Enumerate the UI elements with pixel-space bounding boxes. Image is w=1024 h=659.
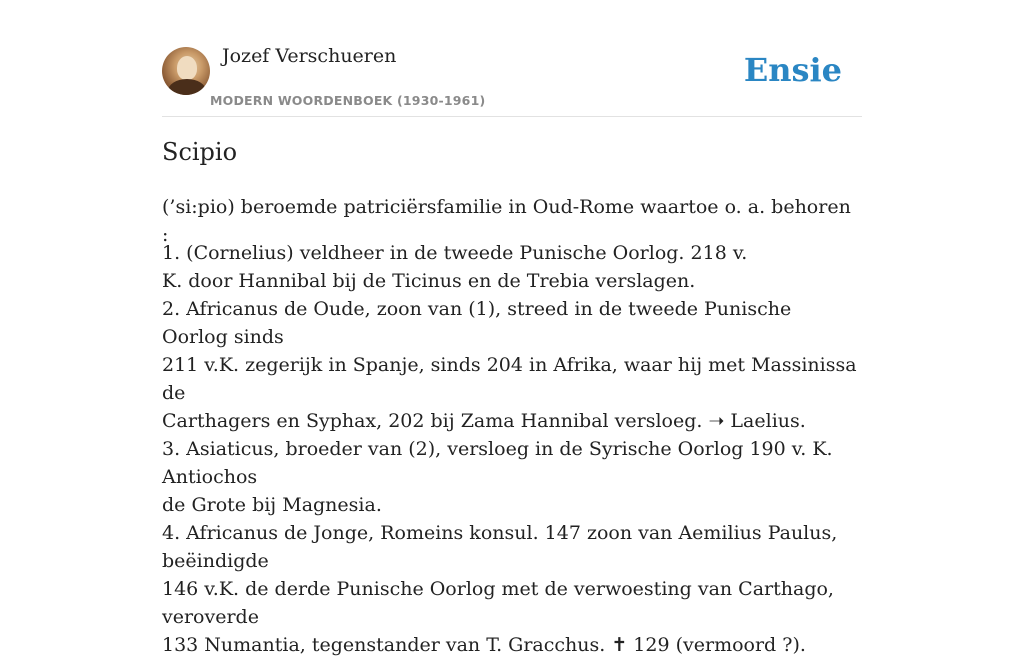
entry-line: 3. Asiaticus, broeder van (2), versloeg in de Syrische Oorlog 190 v. K. Antiochos — [162, 438, 833, 488]
entry-line: Carthagers en Syphax, 202 bij Zama Hannibal versloeg. ➝ Laelius. — [162, 410, 806, 432]
entry-line: 1. (Cornelius) veldheer in de tweede Punische Oorlog. 218 v. — [162, 242, 748, 264]
author-name[interactable]: Jozef Verschueren — [222, 45, 397, 67]
entry-line: 2. Africanus de Oude, zoon van (1), streed in de tweede Punische Oorlog sinds — [162, 298, 792, 348]
brand-logo[interactable]: Ensie — [743, 51, 842, 89]
entry-line: 146 v.K. de derde Punische Oorlog met de verwoesting van Carthago, veroverde — [162, 578, 834, 628]
entry-body — [162, 239, 862, 659]
entry-line: 133 Numantia, tegenstander van T. Gracchus. ✝ 129 (vermoord ?). — [162, 634, 806, 656]
author-avatar[interactable] — [162, 47, 210, 95]
entry-line: 211 v.K. zegerijk in Spanje, sinds 204 in Afrika, waar hij met Massinissa de — [162, 354, 857, 404]
source-label[interactable]: MODERN WOORDENBOEK (1930-1961) — [210, 93, 486, 108]
header — [162, 0, 862, 117]
entry-line: K. door Hannibal bij de Ticinus en de Trebia verslagen. — [162, 270, 696, 292]
page — [162, 0, 862, 656]
entry-intro: (’si:pio) beroemde patriciërsfamilie in Oud-Rome waartoe o. a. behoren : — [162, 196, 851, 246]
entry-line: de Grote bij Magnesia. — [162, 494, 382, 516]
entry-title: Scipio — [162, 138, 238, 166]
entry-line: 4. Africanus de Jonge, Romeins konsul. 147 zoon van Aemilius Paulus, beëindigde — [162, 522, 838, 572]
avatar-body — [168, 79, 206, 95]
avatar-face — [177, 56, 197, 80]
